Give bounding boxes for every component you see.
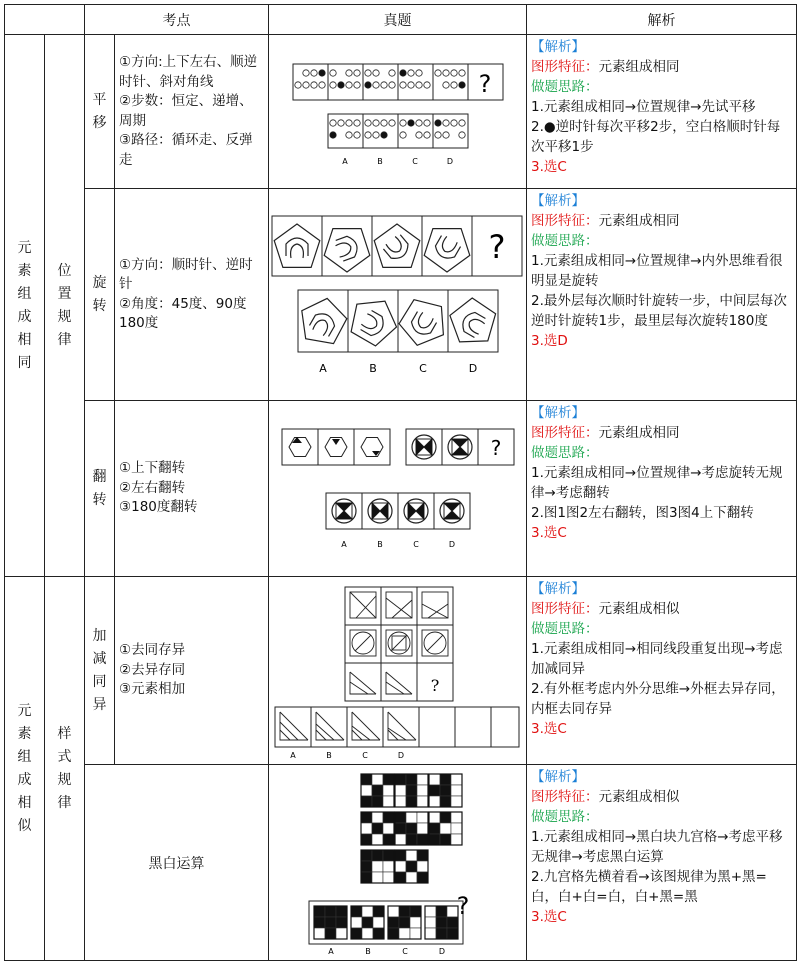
sub-add-subtract: 加减同异 xyxy=(85,577,115,765)
row-translation xyxy=(5,35,797,189)
svg-text:A: A xyxy=(289,750,296,760)
header-jiexi: 解析 xyxy=(527,5,797,35)
analysis-black-white: 【解析】 图形特征：元素组成相似 做题思路： 1.元素组成相同→黑白块九宫格→考虑平移无规律→考虑黑白运算 2.九宫格先横着看→该图规律为黑+黑=白，白+白=白，白+黑=黑 3.选C xyxy=(527,765,797,961)
analysis-translation: 【解析】 图形特征：元素组成相同 做题思路： 1.元素组成相同→位置规律→先试平移 2.●逆时针每次平移2步，空白格顺时针每次平移1步 3.选C xyxy=(527,35,797,189)
svg-text:?: ? xyxy=(490,435,501,460)
svg-text:A: A xyxy=(341,156,348,166)
summary-table xyxy=(4,4,797,961)
svg-text:D: D xyxy=(446,156,453,166)
analysis-add-subtract: 【解析】 图形特征：元素组成相似 做题思路： 1.元素组成相同→相同线段重复出现→考虑加减同异 2.有外框考虑内外分思维→外框去异存同，内框去同存异 3.选C xyxy=(527,577,797,765)
svg-text:A: A xyxy=(340,539,347,549)
category-similar xyxy=(5,577,45,961)
flip-figure xyxy=(280,421,516,557)
category-similar-label: 元素组成相似 xyxy=(17,702,32,834)
svg-text:?: ? xyxy=(456,891,469,920)
notes-sheet xyxy=(4,4,796,960)
sub-black-white: 黑白运算 xyxy=(85,765,269,961)
svg-text:A: A xyxy=(327,946,334,956)
svg-text:B: B xyxy=(368,361,377,375)
points-rotation: ①方向：顺时针、逆时针 ②角度：45度、90度180度 xyxy=(115,189,269,401)
svg-text:C: C xyxy=(412,539,419,549)
analysis-rotation: 【解析】 图形特征：元素组成相同 做题思路： 1.元素组成相同→位置规律→内外思维看很明显是旋转 2.最外层每次顺时针旋转一步，中间层每次逆时针旋转1步，最里层每次旋转180度 3.选D xyxy=(527,189,797,401)
svg-text:D: D xyxy=(438,946,445,956)
sub-flip: 翻转 xyxy=(85,401,115,577)
corner-cell xyxy=(5,5,85,35)
question-black-white xyxy=(269,765,527,961)
svg-text:C: C xyxy=(401,946,408,956)
black-white-figure xyxy=(273,768,523,958)
category-same xyxy=(5,35,45,577)
svg-text:B: B xyxy=(376,156,383,166)
subcategory-position-label: 位置规律 xyxy=(57,262,72,348)
svg-text:C: C xyxy=(361,750,368,760)
points-flip: ①上下翻转 ②左右翻转 ③180度翻转 xyxy=(115,401,269,577)
question-translation xyxy=(269,35,527,189)
rotation-figure xyxy=(270,210,526,380)
svg-text:D: D xyxy=(448,539,455,549)
svg-text:D: D xyxy=(397,750,404,760)
sub-translation: 平移 xyxy=(85,35,115,189)
add-subtract-figure xyxy=(273,581,523,761)
row-black-white xyxy=(5,765,797,961)
svg-text:B: B xyxy=(364,946,371,956)
row-flip xyxy=(5,401,797,577)
svg-text:D: D xyxy=(468,361,477,375)
sub-rotation: 旋转 xyxy=(85,189,115,401)
row-add-subtract xyxy=(5,577,797,765)
svg-text:B: B xyxy=(325,750,332,760)
question-rotation xyxy=(269,189,527,401)
subcategory-style xyxy=(45,577,85,961)
subcategory-style-label: 样式规律 xyxy=(57,725,72,811)
header-zhenti: 真题 xyxy=(269,5,527,35)
question-mark: ? xyxy=(478,69,491,98)
points-add-subtract: ①去同存异 ②去异存同 ③元素相加 xyxy=(115,577,269,765)
points-translation: ①方向:上下左右、顺逆时针、斜对角线 ②步数：恒定、递增、周期 ③路径：循环走、反弹走 xyxy=(115,35,269,189)
question-flip xyxy=(269,401,527,577)
analysis-flip: 【解析】 图形特征：元素组成相同 做题思路： 1.元素组成相同→位置规律→考虑旋转无规律→考虑翻转 2.图1图2左右翻转，图3图4上下翻转 3.选C xyxy=(527,401,797,577)
header-kaodian: 考点 xyxy=(85,5,269,35)
translation-figure xyxy=(283,52,513,172)
svg-text:A: A xyxy=(318,361,327,375)
header-row xyxy=(5,5,797,35)
svg-text:C: C xyxy=(411,156,418,166)
svg-text:?: ? xyxy=(488,227,505,266)
category-same-label: 元素组成相同 xyxy=(17,239,32,371)
subcategory-position xyxy=(45,35,85,577)
svg-text:C: C xyxy=(418,361,427,375)
question-add-subtract xyxy=(269,577,527,765)
row-rotation xyxy=(5,189,797,401)
svg-text:B: B xyxy=(376,539,383,549)
svg-text:?: ? xyxy=(430,675,439,695)
